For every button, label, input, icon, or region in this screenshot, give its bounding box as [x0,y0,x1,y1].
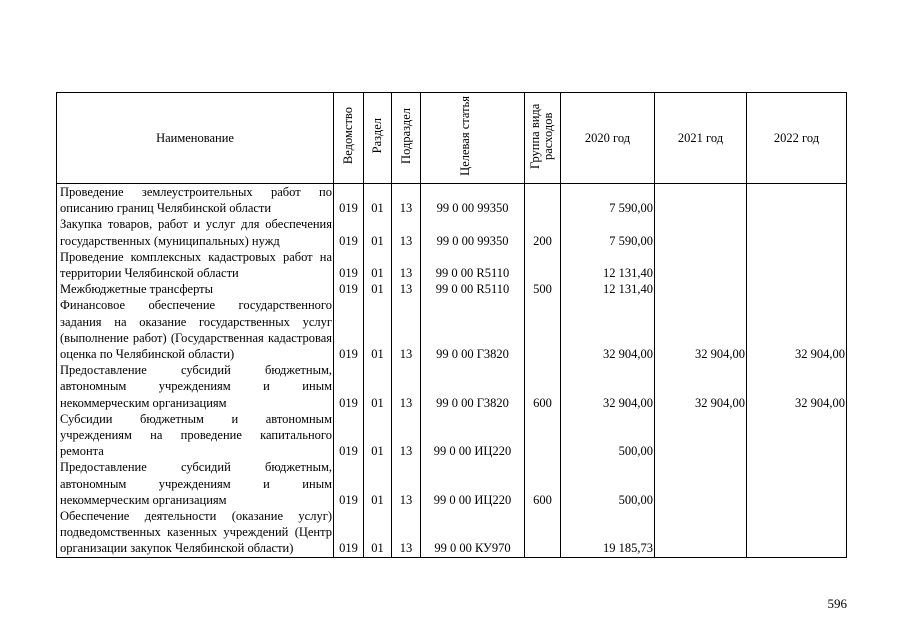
row-amount-2022 [747,184,847,217]
row-department: 019 [334,459,364,508]
row-name: Финансовое обеспечение государственного задания на оказание государственных услуг (выполнение работ) (Государственная кадастровая оценка по Челябинской области) [57,297,334,362]
header-section: Раздел [364,93,392,184]
row-department: 019 [334,249,364,281]
row-amount-2021 [655,411,747,460]
header-department: Ведомство [334,93,364,184]
table-row [57,281,847,297]
table-row [57,297,847,362]
row-amount-2021: 32 904,00 [655,362,747,411]
row-section: 01 [364,297,392,362]
row-amount-2020: 500,00 [561,411,655,460]
row-amount-2022: 32 904,00 [747,362,847,411]
row-amount-2022 [747,249,847,281]
row-department: 019 [334,508,364,557]
row-section: 01 [364,184,392,217]
row-subsection: 13 [392,297,421,362]
row-amount-2020: 19 185,73 [561,508,655,557]
table-row [57,216,847,248]
row-department: 019 [334,184,364,217]
row-department: 019 [334,216,364,248]
row-subsection: 13 [392,459,421,508]
row-target-article: 99 0 00 R5110 [421,281,525,297]
row-amount-2020: 32 904,00 [561,297,655,362]
row-expense-group [525,184,561,217]
row-target-article: 99 0 00 99350 [421,216,525,248]
row-expense-group: 600 [525,362,561,411]
row-amount-2021 [655,281,747,297]
row-amount-2021 [655,216,747,248]
row-amount-2022 [747,411,847,460]
row-subsection: 13 [392,362,421,411]
row-name: Предоставление субсидий бюджетным, автономным учреждениям и иным некоммерческим организациям [57,459,334,508]
row-target-article: 99 0 00 R5110 [421,249,525,281]
row-amount-2021: 32 904,00 [655,297,747,362]
table-body [57,184,847,558]
row-name: Закупка товаров, работ и услуг для обеспечения государственных (муниципальных) нужд [57,216,334,248]
row-amount-2020: 7 590,00 [561,184,655,217]
row-amount-2021 [655,459,747,508]
row-section: 01 [364,459,392,508]
table-row [57,249,847,281]
row-section: 01 [364,411,392,460]
row-amount-2020: 12 131,40 [561,281,655,297]
table-row [57,411,847,460]
row-target-article: 99 0 00 Г3820 [421,297,525,362]
row-section: 01 [364,281,392,297]
row-amount-2022: 32 904,00 [747,297,847,362]
budget-table [56,92,847,558]
row-department: 019 [334,411,364,460]
row-subsection: 13 [392,508,421,557]
header-name: Наименование [57,93,334,184]
row-amount-2022 [747,216,847,248]
row-expense-group: 600 [525,459,561,508]
row-name: Проведение комплексных кадастровых работ на территории Челябинской области [57,249,334,281]
row-name: Предоставление субсидий бюджетным, автономным учреждениям и иным некоммерческим организациям [57,362,334,411]
table-row [57,508,847,557]
row-department: 019 [334,297,364,362]
page-number: 596 [827,596,847,611]
row-name: Проведение землеустроительных работ по описанию границ Челябинской области [57,184,334,217]
row-amount-2020: 500,00 [561,459,655,508]
row-expense-group [525,411,561,460]
row-amount-2020: 12 131,40 [561,249,655,281]
row-expense-group [525,297,561,362]
row-amount-2021 [655,249,747,281]
header-row [57,93,847,184]
table-row [57,184,847,217]
row-department: 019 [334,362,364,411]
row-expense-group [525,249,561,281]
row-target-article: 99 0 00 99350 [421,184,525,217]
header-expense-group: Группа вида расходов [525,93,561,184]
header-target-article: Целевая статья [421,93,525,184]
row-subsection: 13 [392,216,421,248]
row-amount-2022 [747,281,847,297]
table-row [57,362,847,411]
row-amount-2020: 7 590,00 [561,216,655,248]
row-department: 019 [334,281,364,297]
table-row [57,459,847,508]
row-subsection: 13 [392,184,421,217]
row-amount-2021 [655,508,747,557]
row-target-article: 99 0 00 КУ970 [421,508,525,557]
row-amount-2022 [747,508,847,557]
row-target-article: 99 0 00 Г3820 [421,362,525,411]
row-section: 01 [364,508,392,557]
header-year-2021: 2021 год [655,93,747,184]
row-amount-2021 [655,184,747,217]
row-subsection: 13 [392,281,421,297]
header-year-2022: 2022 год [747,93,847,184]
row-subsection: 13 [392,411,421,460]
row-amount-2020: 32 904,00 [561,362,655,411]
row-expense-group: 500 [525,281,561,297]
row-name: Обеспечение деятельности (оказание услуг) подведомственных казенных учреждений (Центр организации закупок Челябинской области) [57,508,334,557]
row-subsection: 13 [392,249,421,281]
row-expense-group: 200 [525,216,561,248]
row-section: 01 [364,216,392,248]
row-section: 01 [364,249,392,281]
header-year-2020: 2020 год [561,93,655,184]
row-expense-group [525,508,561,557]
row-target-article: 99 0 00 ИЦ220 [421,459,525,508]
row-section: 01 [364,362,392,411]
row-amount-2022 [747,459,847,508]
row-target-article: 99 0 00 ИЦ220 [421,411,525,460]
header-subsection: Подраздел [392,93,421,184]
row-name: Межбюджетные трансферты [57,281,334,297]
row-name: Субсидии бюджетным и автономным учреждениям на проведение капитального ремонта [57,411,334,460]
